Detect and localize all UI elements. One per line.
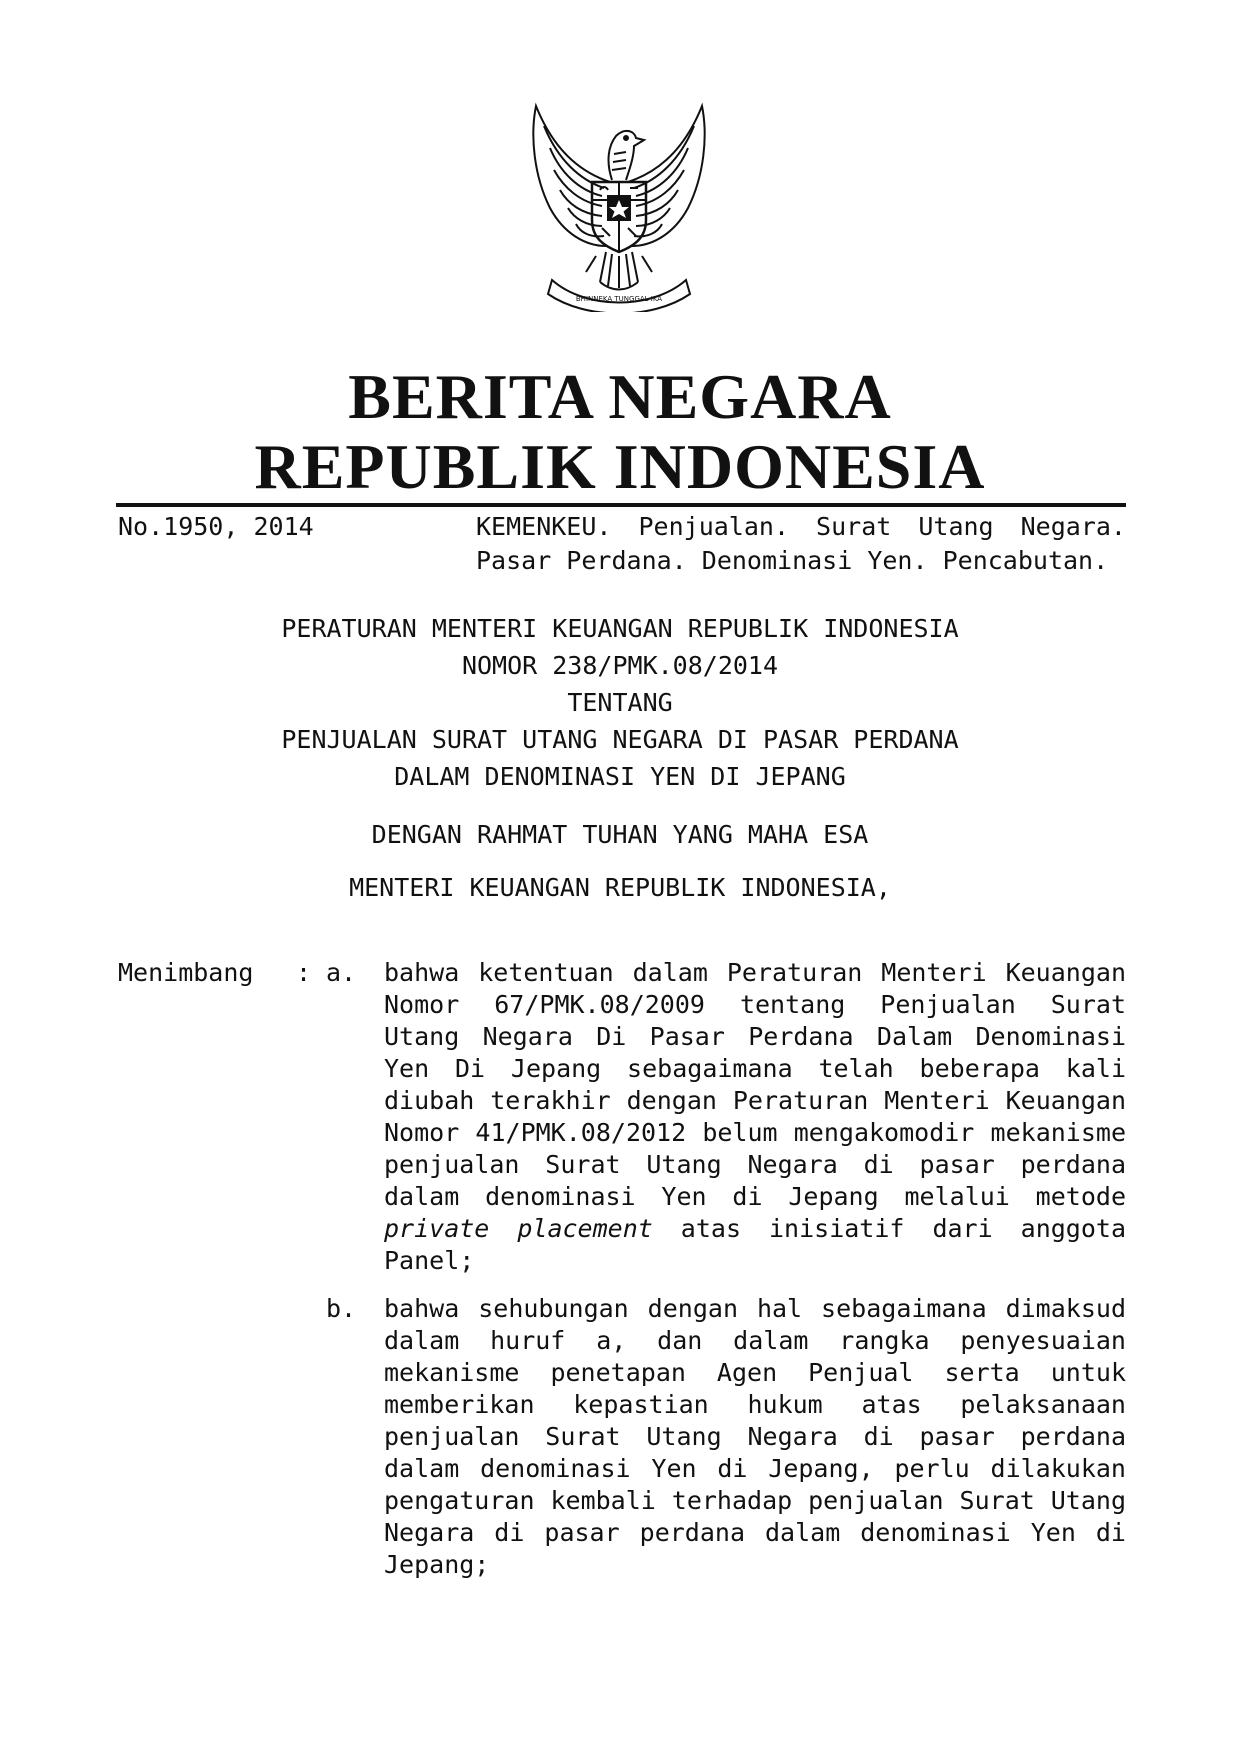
item-marker-a: a.: [326, 958, 357, 987]
issuer-line: MENTERI KEUANGAN REPUBLIK INDONESIA,: [349, 873, 891, 902]
regulation-number: NOMOR 238/PMK.08/2014: [461, 651, 779, 680]
regulation-heading: PERATURAN MENTERI KEUANGAN REPUBLIK INDONESIA: [281, 614, 959, 643]
item-a-text-end: atas inisiatif dari anggota Panel;: [384, 1214, 1126, 1275]
gazette-title-line2: REPUBLIK INDONESIA: [254, 431, 986, 502]
regulation-subject-line1: PENJUALAN SURAT UTANG NEGARA DI PASAR PERDANA: [281, 725, 959, 754]
header-divider: [116, 503, 1126, 507]
emblem-motto: BHINNEKA TUNGGAL IKA: [575, 295, 663, 303]
consideration-item-a: [384, 957, 1126, 1277]
garuda-emblem-icon: [516, 96, 722, 312]
subject-line-2: Pasar Perdana. Denominasi Yen. Pencabutan.: [476, 546, 1109, 575]
item-marker-b: b.: [326, 1294, 357, 1323]
regulation-subject-line2: DALAM DENOMINASI YEN DI JEPANG: [394, 762, 846, 791]
regulation-about: TENTANG: [567, 688, 673, 717]
gazette-number: No.1950, 2014: [118, 512, 314, 541]
consideration-item-b: bahwa sehubungan dengan hal sebagaimana dimaksud dalam huruf a, dan dalam rangka penyesuaian mekanisme penetapan Agen Penjual serta untuk memberikan kepastian hukum atas pelaksanaan penjualan Surat Utang Negara di pasar perdana dalam denominasi Yen di Jepang, perlu dilakukan pengaturan kembali terhadap penjualan Surat Utang Negara di pasar perdana dalam denominasi Yen di Jepang;: [384, 1294, 1126, 1579]
invocation: DENGAN RAHMAT TUHAN YANG MAHA ESA: [371, 820, 869, 849]
gazette-subject: [476, 510, 1126, 578]
considerations-label: Menimbang: [118, 958, 254, 987]
considerations-colon: :: [296, 958, 312, 987]
gazette-title-line1: BERITA NEGARA: [348, 361, 892, 432]
item-a-italic-term: private placement: [384, 1214, 653, 1243]
item-a-text: bahwa ketentuan dalam Peraturan Menteri Keuangan Nomor 67/PMK.08/2009 tentang Penjualan Surat Utang Negara Di Pasar Perdana Dalam Denominasi Yen Di Jepang sebagaimana telah beberapa kali diubah terakhir dengan Peraturan Menteri Keuangan Nomor 41/PMK.08/2012 belum mengakomodir mekanisme penjualan Surat Utang Negara di pasar perdana dalam denominasi Yen di Jepang melalui metode: [384, 958, 1126, 1211]
subject-line-1: KEMENKEU. Penjualan. Surat Utang Negara.: [476, 512, 1126, 541]
